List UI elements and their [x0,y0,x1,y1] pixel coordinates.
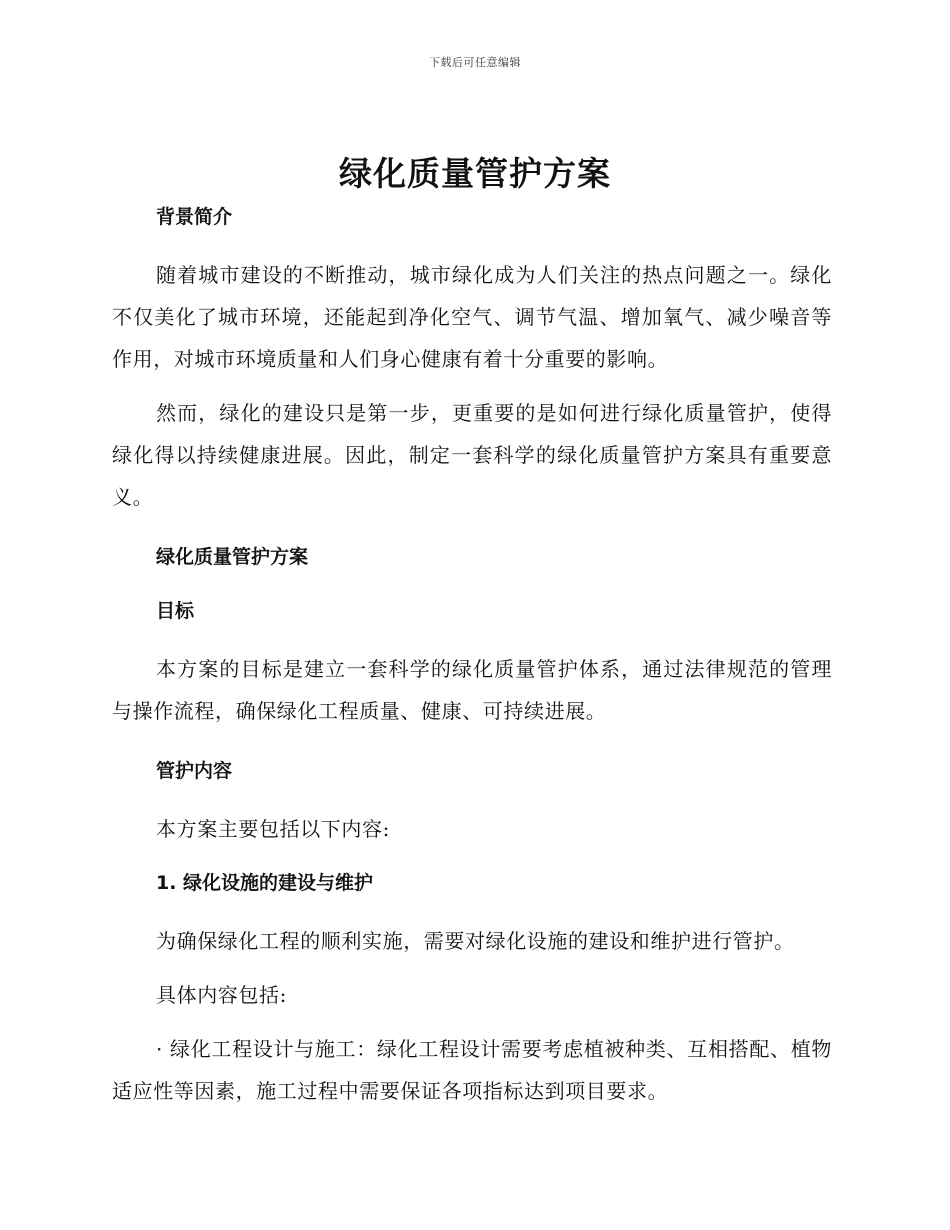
paragraph-item-1-sub-intro: 具体内容包括: [156,983,287,1007]
document-body [112,202,832,1112]
paragraph-item-1: 为确保绿化工程的顺利实施，需要对绿化设施的建设和维护进行管护。 [156,929,795,953]
bullet-item-1-1: · 绿化工程设计与施工：绿化工程设计需要考虑植被种类、互相搭配、植物适应性等因素，施工过程中需要保证各项指标达到项目要求。 [112,1037,832,1103]
section-heading-goal: 目标 [156,600,195,622]
section-heading-plan: 绿化质量管护方案 [156,546,309,568]
page-header-note: 下载后可任意编辑 [429,56,521,69]
section-heading-item-1: 1. 绿化设施的建设与维护 [156,872,374,894]
section-heading-content: 管护内容 [156,760,233,782]
document-title: 绿化质量管护方案 [339,154,611,193]
paragraph-content-intro: 本方案主要包括以下内容: [156,817,390,841]
paragraph-goal: 本方案的目标是建立一套科学的绿化质量管护体系，通过法律规范的管理与操作流程，确保绿化工程质量、健康、可持续进展。 [112,657,832,723]
paragraph-background-1: 随着城市建设的不断推动，城市绿化成为人们关注的热点问题之一。绿化不仅美化了城市环境，还能起到净化空气、调节气温、增加氧气、减少噪音等作用，对城市环境质量和人们身心健康有着十分重要的影响。 [112,263,832,371]
paragraph-background-2: 然而，绿化的建设只是第一步，更重要的是如何进行绿化质量管护，使得绿化得以持续健康进展。因此，制定一套科学的绿化质量管护方案具有重要意义。 [112,401,832,509]
section-heading-background: 背景简介 [156,206,233,228]
